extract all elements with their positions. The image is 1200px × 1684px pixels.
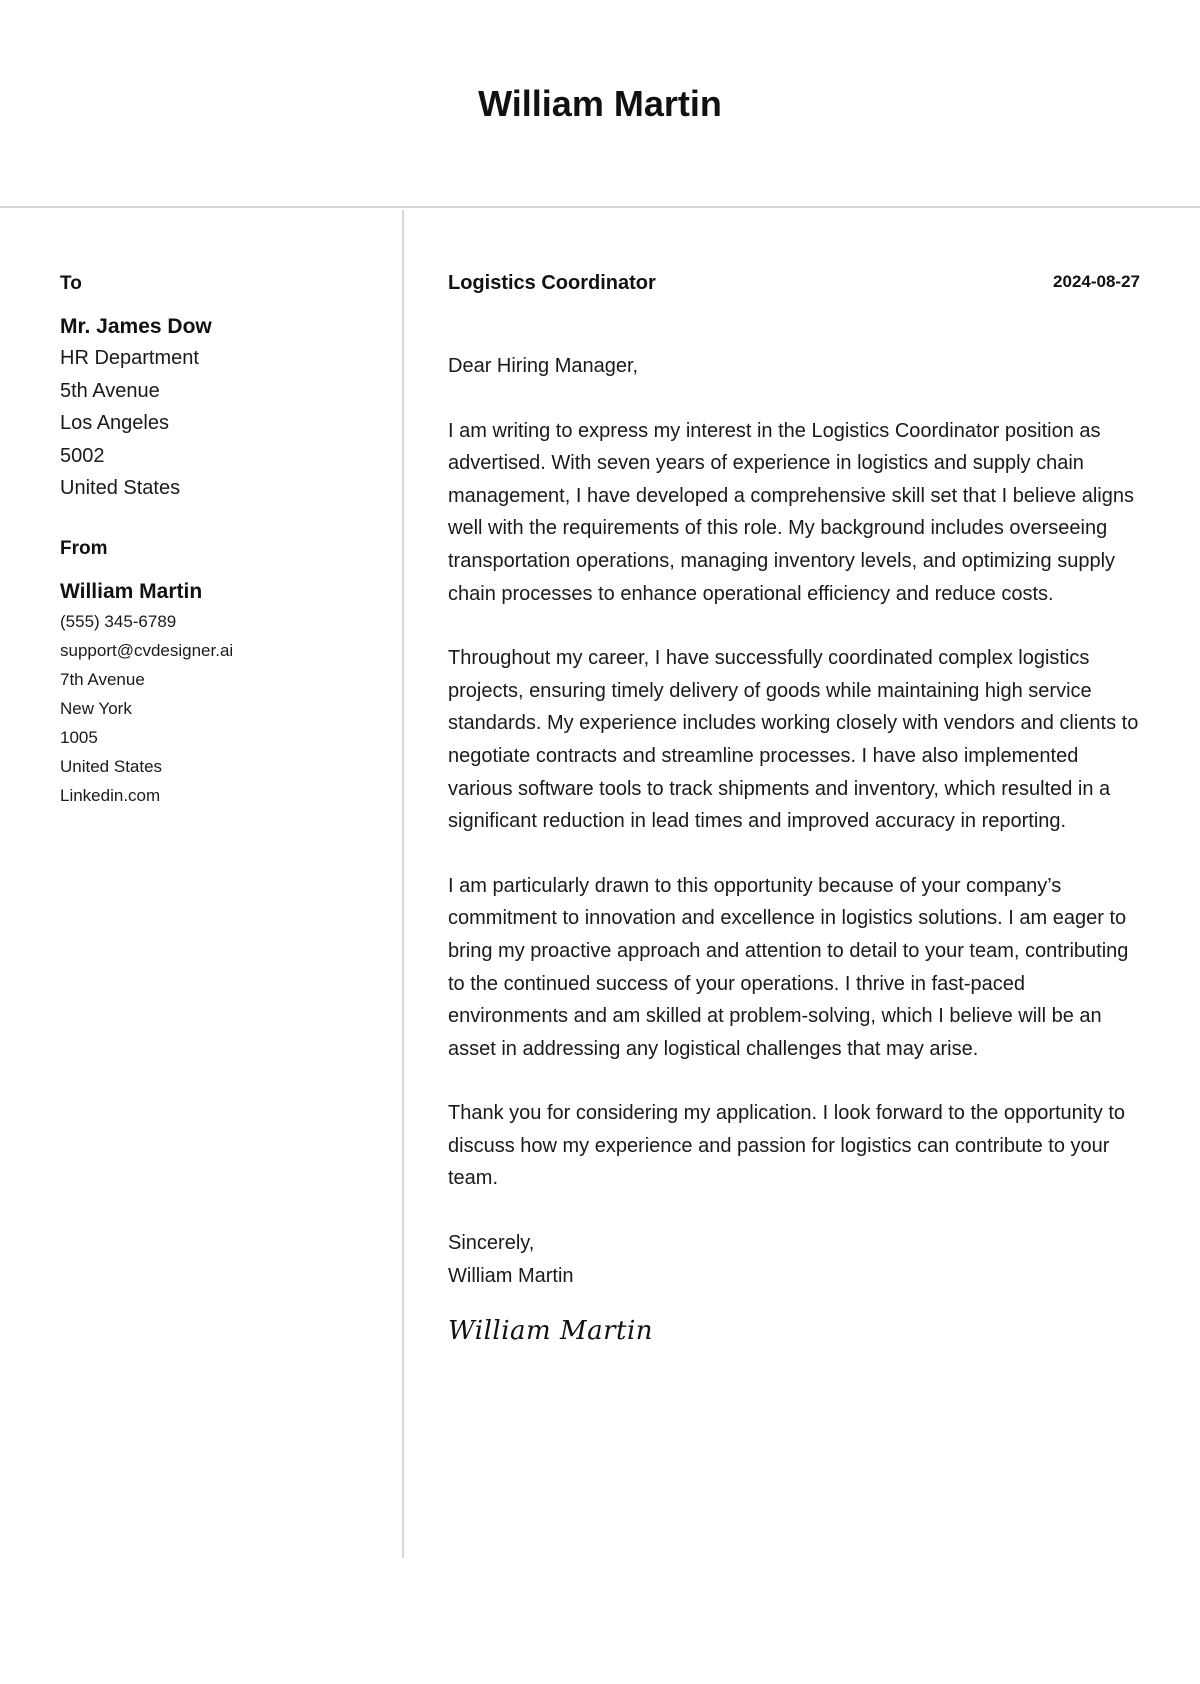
- letter-closing: Sincerely,: [448, 1232, 535, 1255]
- letter-paragraph: Throughout my career, I have successfully coordinated complex logistics projects, ensuring timely delivery of goods while maintaining high service standards. My experience includes working closely with vendors and clients to negotiate contracts and streamline processes. I have also implemented various software tools to track shipments and inventory, which resulted in a significant reduction in lead times and improved accuracy in reporting.: [448, 647, 1139, 833]
- column-divider: [402, 210, 404, 1558]
- sender-email: support@cvdesigner.ai: [60, 640, 234, 660]
- letter-greeting: Dear Hiring Manager,: [448, 355, 639, 377]
- letter-closing-name: William Martin: [448, 1264, 574, 1287]
- sender-name: William Martin: [60, 579, 203, 603]
- recipient-address-line: HR Department: [60, 347, 199, 369]
- recipient-address-line: Los Angeles: [60, 412, 169, 434]
- letter-paragraph: I am writing to express my interest in the Logistics Coordinator position as advertised. With seven years of experience in logistics and supply chain management, I have developed a comprehensive skill set that I believe aligns well with the requirements of this role. My background includes overseeing transportation operations, managing inventory levels, and optimizing supply chain processes to enhance operational efficiency and reduce costs.: [448, 419, 1134, 605]
- letter-paragraph: I am particularly drawn to this opportunity because of your company’s commitment to innovation and excellence in logistics solutions. I am eager to bring my proactive approach and attention to detail to your team, contributing to the continued success of your operations. I thrive in fast-paced environments and am skilled at problem-solving, which I believe will be an asset in addressing any logistical challenges that may arise.: [448, 874, 1129, 1060]
- recipient-address-line: United States: [60, 477, 181, 499]
- sender-phone: (555) 345-6789: [60, 611, 177, 631]
- letter-paragraph: Thank you for considering my application. I look forward to the opportunity to discuss how my experience and passion for logistics can contribute to your team.: [448, 1102, 1126, 1190]
- sender-country: United States: [60, 756, 163, 776]
- recipient-name: Mr. James Dow: [60, 315, 212, 338]
- to-label: To: [60, 273, 82, 294]
- recipient-address-line: 5th Avenue: [60, 379, 160, 402]
- from-label: From: [60, 537, 108, 559]
- sender-linkedin: Linkedin.com: [60, 785, 161, 805]
- handwritten-signature: William Martin: [448, 1316, 654, 1347]
- applicant-name-heading: William Martin: [478, 83, 722, 124]
- letter-column: [448, 270, 1140, 1346]
- contact-column: [60, 270, 380, 810]
- recipient-address-line: 5002: [60, 444, 105, 467]
- letter-date: 2024-08-27: [1053, 272, 1140, 291]
- letter-header-row: [448, 270, 1140, 310]
- sender-postcode: 1005: [60, 727, 98, 747]
- sender-street: 7th Avenue: [60, 669, 145, 689]
- page-header: [0, 0, 1200, 208]
- job-title: Logistics Coordinator: [448, 272, 656, 294]
- sender-city: New York: [60, 698, 132, 718]
